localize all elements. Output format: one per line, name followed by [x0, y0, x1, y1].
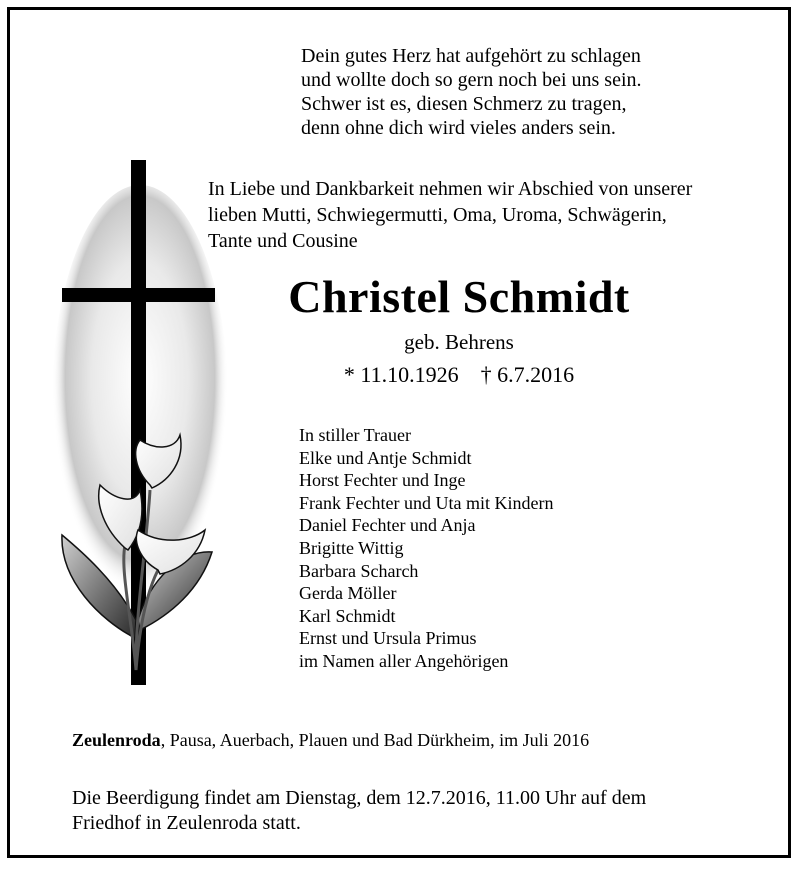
mourner-line: Brigitte Wittig — [299, 537, 404, 558]
funeral-line: Die Beerdigung findet am Dienstag, dem 12.7.2016, 11.00 Uhr auf dem — [72, 787, 647, 809]
farewell-intro — [208, 176, 692, 254]
intro-line: Tante und Cousine — [208, 230, 358, 252]
cross-icon — [40, 150, 230, 695]
intro-line: In Liebe und Dankbarkeit nehmen wir Abschied von unserer — [208, 178, 693, 200]
places-rest: , Pausa, Auerbach, Plauen und Bad Dürkheim, im Juli 2016 — [160, 730, 590, 750]
mourner-line: Gerda Möller — [299, 583, 397, 604]
town-name: Zeulenroda — [72, 730, 161, 750]
mourner-line: Ernst und Ursula Primus — [299, 628, 477, 649]
mourner-line: Horst Fechter und Inge — [299, 470, 466, 491]
mourners-list — [299, 424, 553, 673]
deceased-name: Christel Schmidt — [288, 271, 630, 322]
intro-line: lieben Mutti, Schwiegermutti, Oma, Uroma, Schwägerin, — [208, 204, 667, 226]
mourner-line: Karl Schmidt — [299, 605, 396, 626]
funeral-notice — [72, 786, 646, 836]
place-and-date — [72, 730, 589, 751]
death-date: † 6.7.2016 — [480, 362, 575, 387]
poem-line: denn ohne dich wird vieles anders sein. — [301, 117, 616, 139]
mourner-line: Frank Fechter und Uta mit Kindern — [299, 492, 554, 513]
cross-and-lilies — [40, 150, 230, 700]
mourner-line: Daniel Fechter und Anja — [299, 515, 476, 536]
poem-line: Dein gutes Herz hat aufgehört zu schlagen — [301, 45, 641, 67]
mourner-line: Barbara Scharch — [299, 560, 419, 581]
poem — [301, 44, 642, 140]
mourner-line: Elke und Antje Schmidt — [299, 447, 472, 468]
poem-line: Schwer ist es, diesen Schmerz zu tragen, — [301, 93, 627, 115]
birth-date: * 11.10.1926 — [343, 362, 459, 387]
poem-line: und wollte doch so gern noch bei uns sein. — [301, 69, 642, 91]
mourner-line: im Namen aller Angehörigen — [299, 650, 509, 671]
life-dates — [0, 362, 800, 388]
funeral-line: Friedhof in Zeulenroda statt. — [72, 812, 301, 834]
maiden-name: geb. Behrens — [404, 330, 514, 354]
mourner-line: In stiller Trauer — [299, 425, 411, 445]
